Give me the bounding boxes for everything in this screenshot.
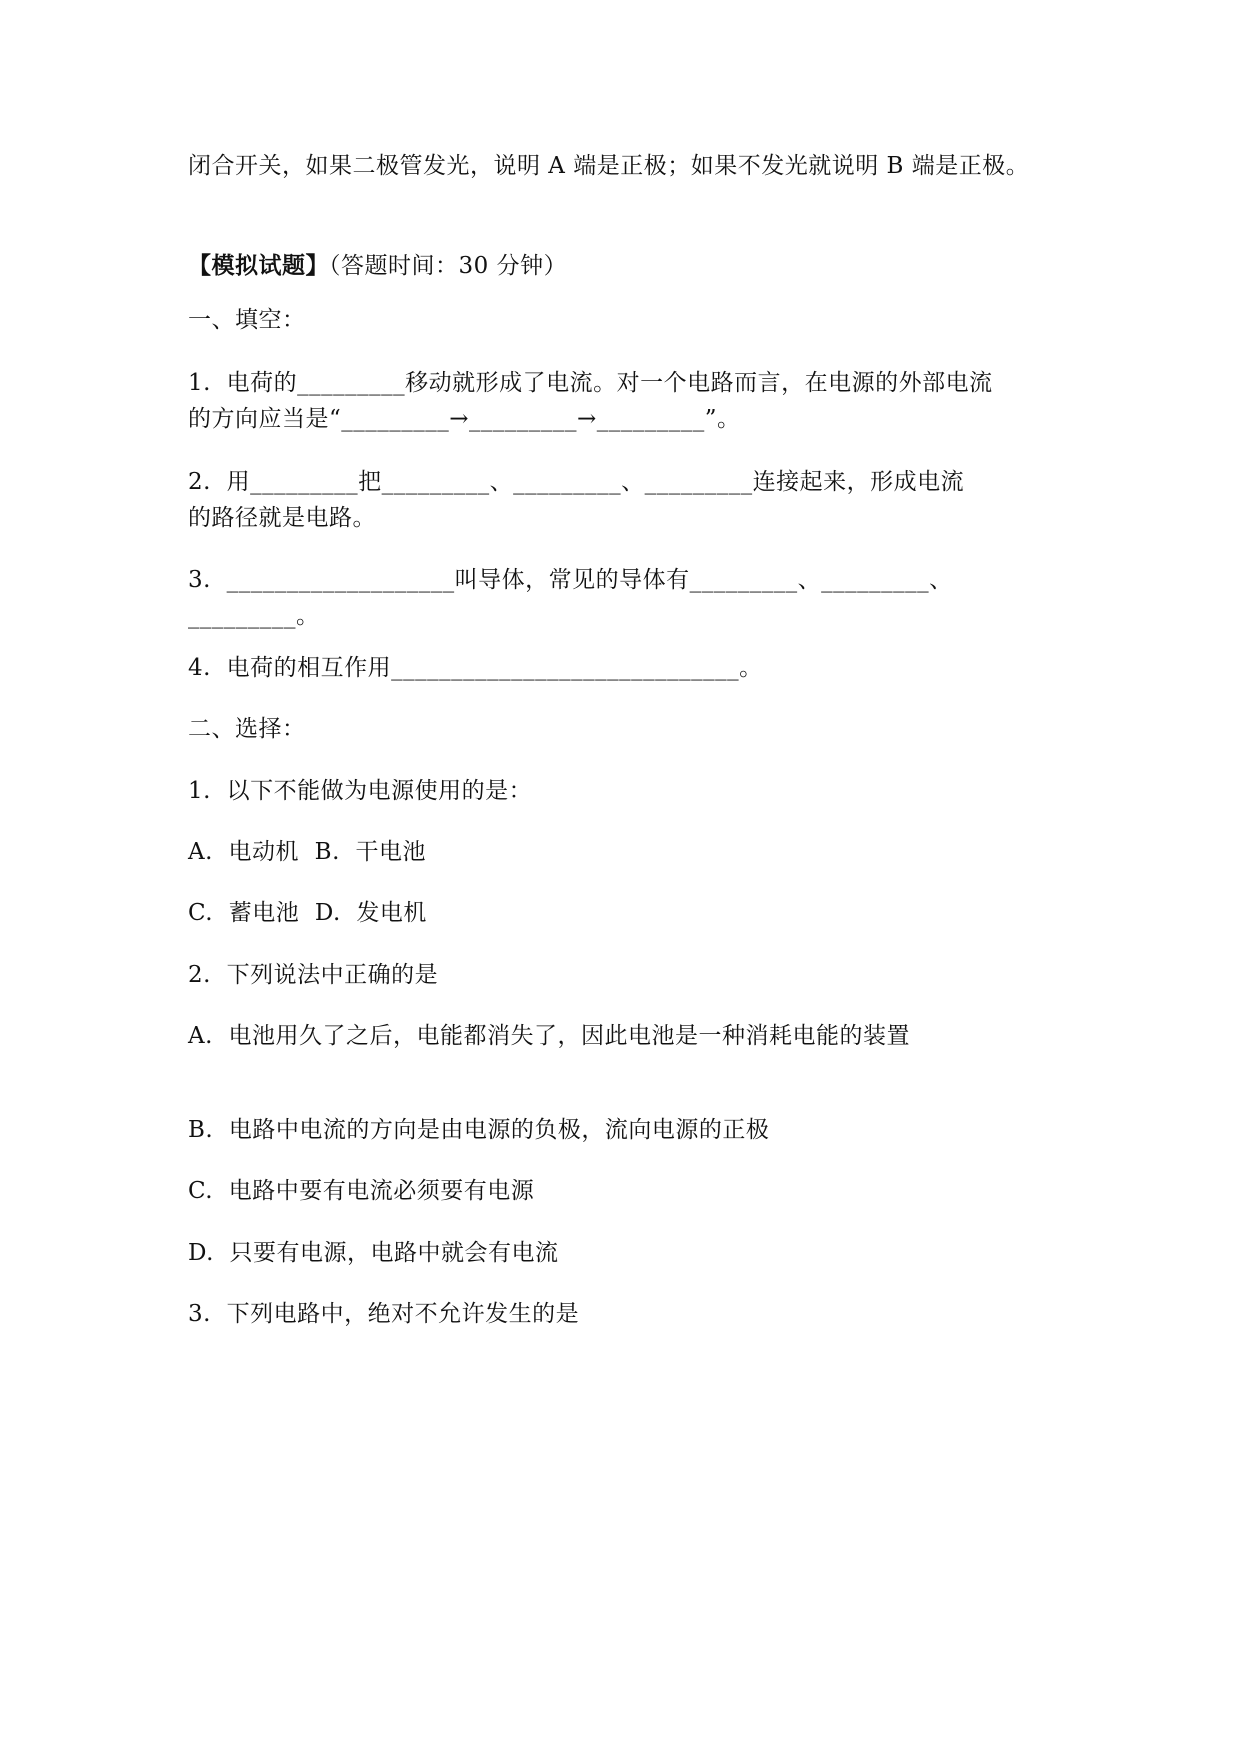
choice-question-2: 2. 下列说法中正确的是 (188, 962, 439, 988)
choice-question-3: 3. 下列电路中，绝对不允许发生的是 (188, 1301, 580, 1327)
choice-question-1-options-cd: C. 蓄电池 D. 发电机 (188, 900, 427, 926)
section-subtitle: （答题时间：30 分钟） (329, 253, 568, 279)
fill-question-1-line-2: 的方向应当是“_________→_________→_________”。 (188, 406, 741, 432)
section-header (188, 249, 567, 283)
intro-paragraph: 闭合开关，如果二极管发光，说明 A 端是正极；如果不发光就说明 B 端是正极。 (188, 153, 1030, 179)
fill-question-2-line-2: 的路径就是电路。 (188, 505, 376, 531)
part2-heading: 二、选择： (188, 716, 306, 742)
part1-heading: 一、填空： (188, 307, 306, 333)
fill-question-3-line-2: _________。 (188, 603, 320, 629)
fill-question-3-line-1: 3. ___________________叫导体，常见的导体有_________、_________、 (188, 567, 953, 593)
fill-question-2-line-1: 2. 用_________把_________、_________、_________连接起来，形成电流 (188, 469, 965, 495)
choice-question-2-option-d: D. 只要有电源，电路中就会有电流 (188, 1240, 559, 1266)
choice-question-2-option-c: C. 电路中要有电流必须要有电源 (188, 1178, 535, 1204)
choice-question-2-option-a: A. 电池用久了之后，电能都消失了，因此电池是一种消耗电能的装置 (188, 1023, 911, 1049)
choice-question-1-options-ab: A. 电动机 B. 干电池 (188, 839, 426, 865)
fill-question-1-line-1: 1. 电荷的_________移动就形成了电流。对一个电路而言，在电源的外部电流 (188, 370, 993, 396)
choice-question-2-option-b: B. 电路中电流的方向是由电源的负极，流向电源的正极 (188, 1117, 770, 1143)
fill-question-4: 4. 电荷的相互作用_____________________________。 (188, 655, 763, 681)
choice-question-1: 1. 以下不能做为电源使用的是： (188, 778, 533, 804)
section-title: 【模拟试题】 (188, 252, 329, 279)
